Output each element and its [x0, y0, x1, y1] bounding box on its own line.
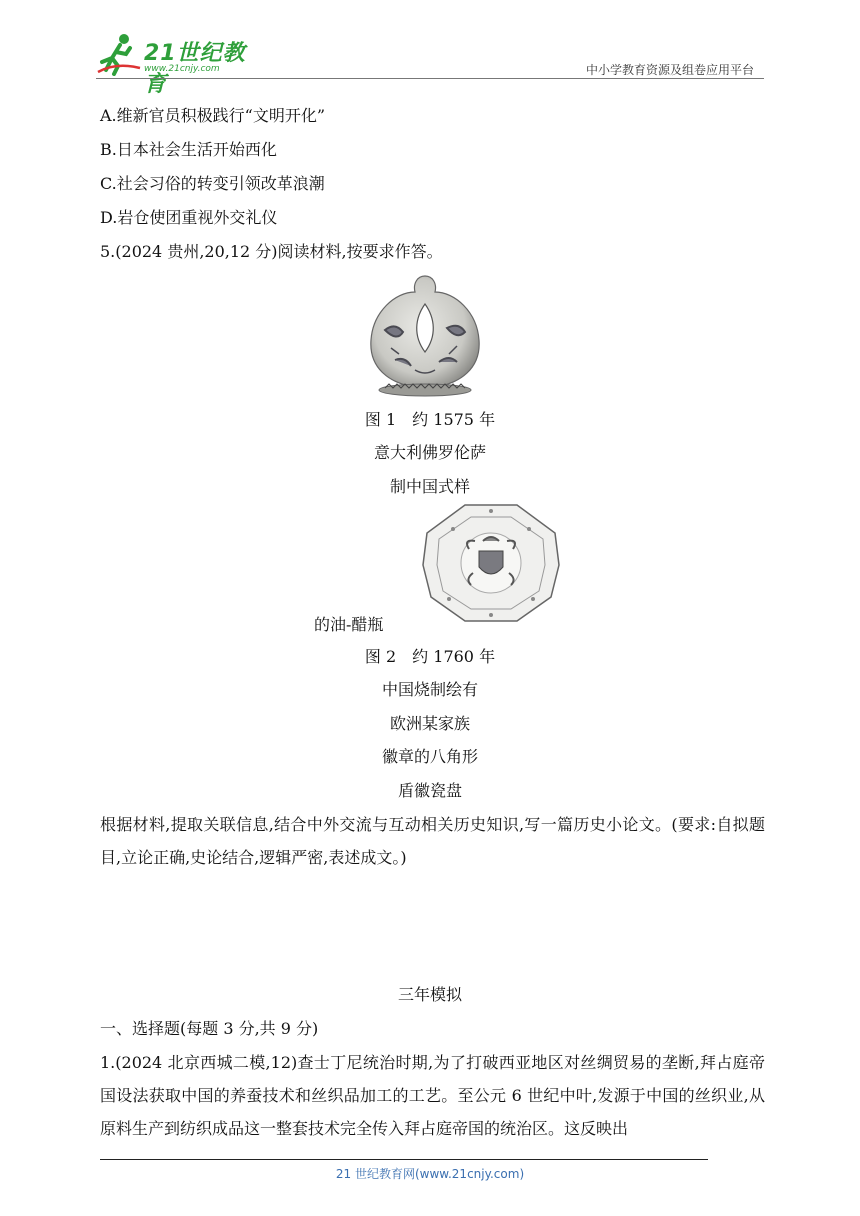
header-divider: [96, 78, 764, 79]
runner-icon: [96, 32, 142, 76]
site-logo[interactable]: [96, 32, 266, 97]
page-header: [0, 0, 860, 97]
figure-1-caption-line-1: 图 1 约 1575 年: [364, 410, 496, 429]
figure-2-caption-line-3: 欧洲某家族: [389, 714, 470, 733]
figure-2-caption-line-4: 徽章的八角形: [381, 747, 478, 766]
figure-1-caption-tail: 的油-醋瓶: [314, 615, 384, 634]
footer-text[interactable]: 21 世纪教育网(www.21cnjy.com): [335, 1167, 525, 1181]
logo-text: 21世纪教育: [144, 41, 246, 97]
logo-url: www.21cnjy.com: [144, 64, 220, 74]
figure-1-caption-line-2: 意大利佛罗伦萨: [373, 443, 486, 462]
platform-name: 中小学教育资源及组卷应用平台: [585, 63, 754, 77]
figure-1-vase-image: [365, 270, 485, 400]
question-1-text: 1.(2024 北京西城二模,12)查士丁尼统治时期,为了打破西亚地区对丝绸贸易的垄断,拜占庭帝国设法获取中国的养蚕技术和丝织品加工的工艺。至公元 6 世纪中叶,发源于中国的丝织业,从原料生产到纺织成品这一整套技术完全传入拜占庭帝国的统治区。这反映出: [100, 1053, 765, 1138]
footer-divider: [100, 1159, 708, 1160]
question-5-stem: 5.(2024 贵州,20,12 分)阅读材料,按要求作答。: [100, 242, 443, 261]
question-5-prompt: 根据材料,提取关联信息,结合中外交流与互动相关历史知识,写一篇历史小论文。(要求:自拟题目,立论正确,史论结合,逻辑严密,表述成文。): [100, 815, 765, 867]
option-c: C.社会习俗的转变引领改革浪潮: [100, 174, 325, 193]
figure-2-plate-image: [421, 503, 561, 623]
figure-2-caption-line-1: 图 2 约 1760 年: [364, 647, 496, 666]
option-a: A.维新官员积极践行“文明开化”: [100, 106, 326, 125]
figure-2-caption-line-2: 中国烧制绘有: [381, 680, 478, 699]
figure-2-caption-line-5: 盾徽瓷盘: [397, 781, 462, 800]
section-title: 三年模拟: [397, 985, 462, 1004]
figure-1-caption-line-3: 制中国式样: [389, 477, 470, 496]
section-subtitle: 一、选择题(每题 3 分,共 9 分): [100, 1019, 319, 1038]
option-d: D.岩仓使团重视外交礼仪: [100, 208, 278, 227]
option-b: B.日本社会生活开始西化: [100, 140, 277, 159]
